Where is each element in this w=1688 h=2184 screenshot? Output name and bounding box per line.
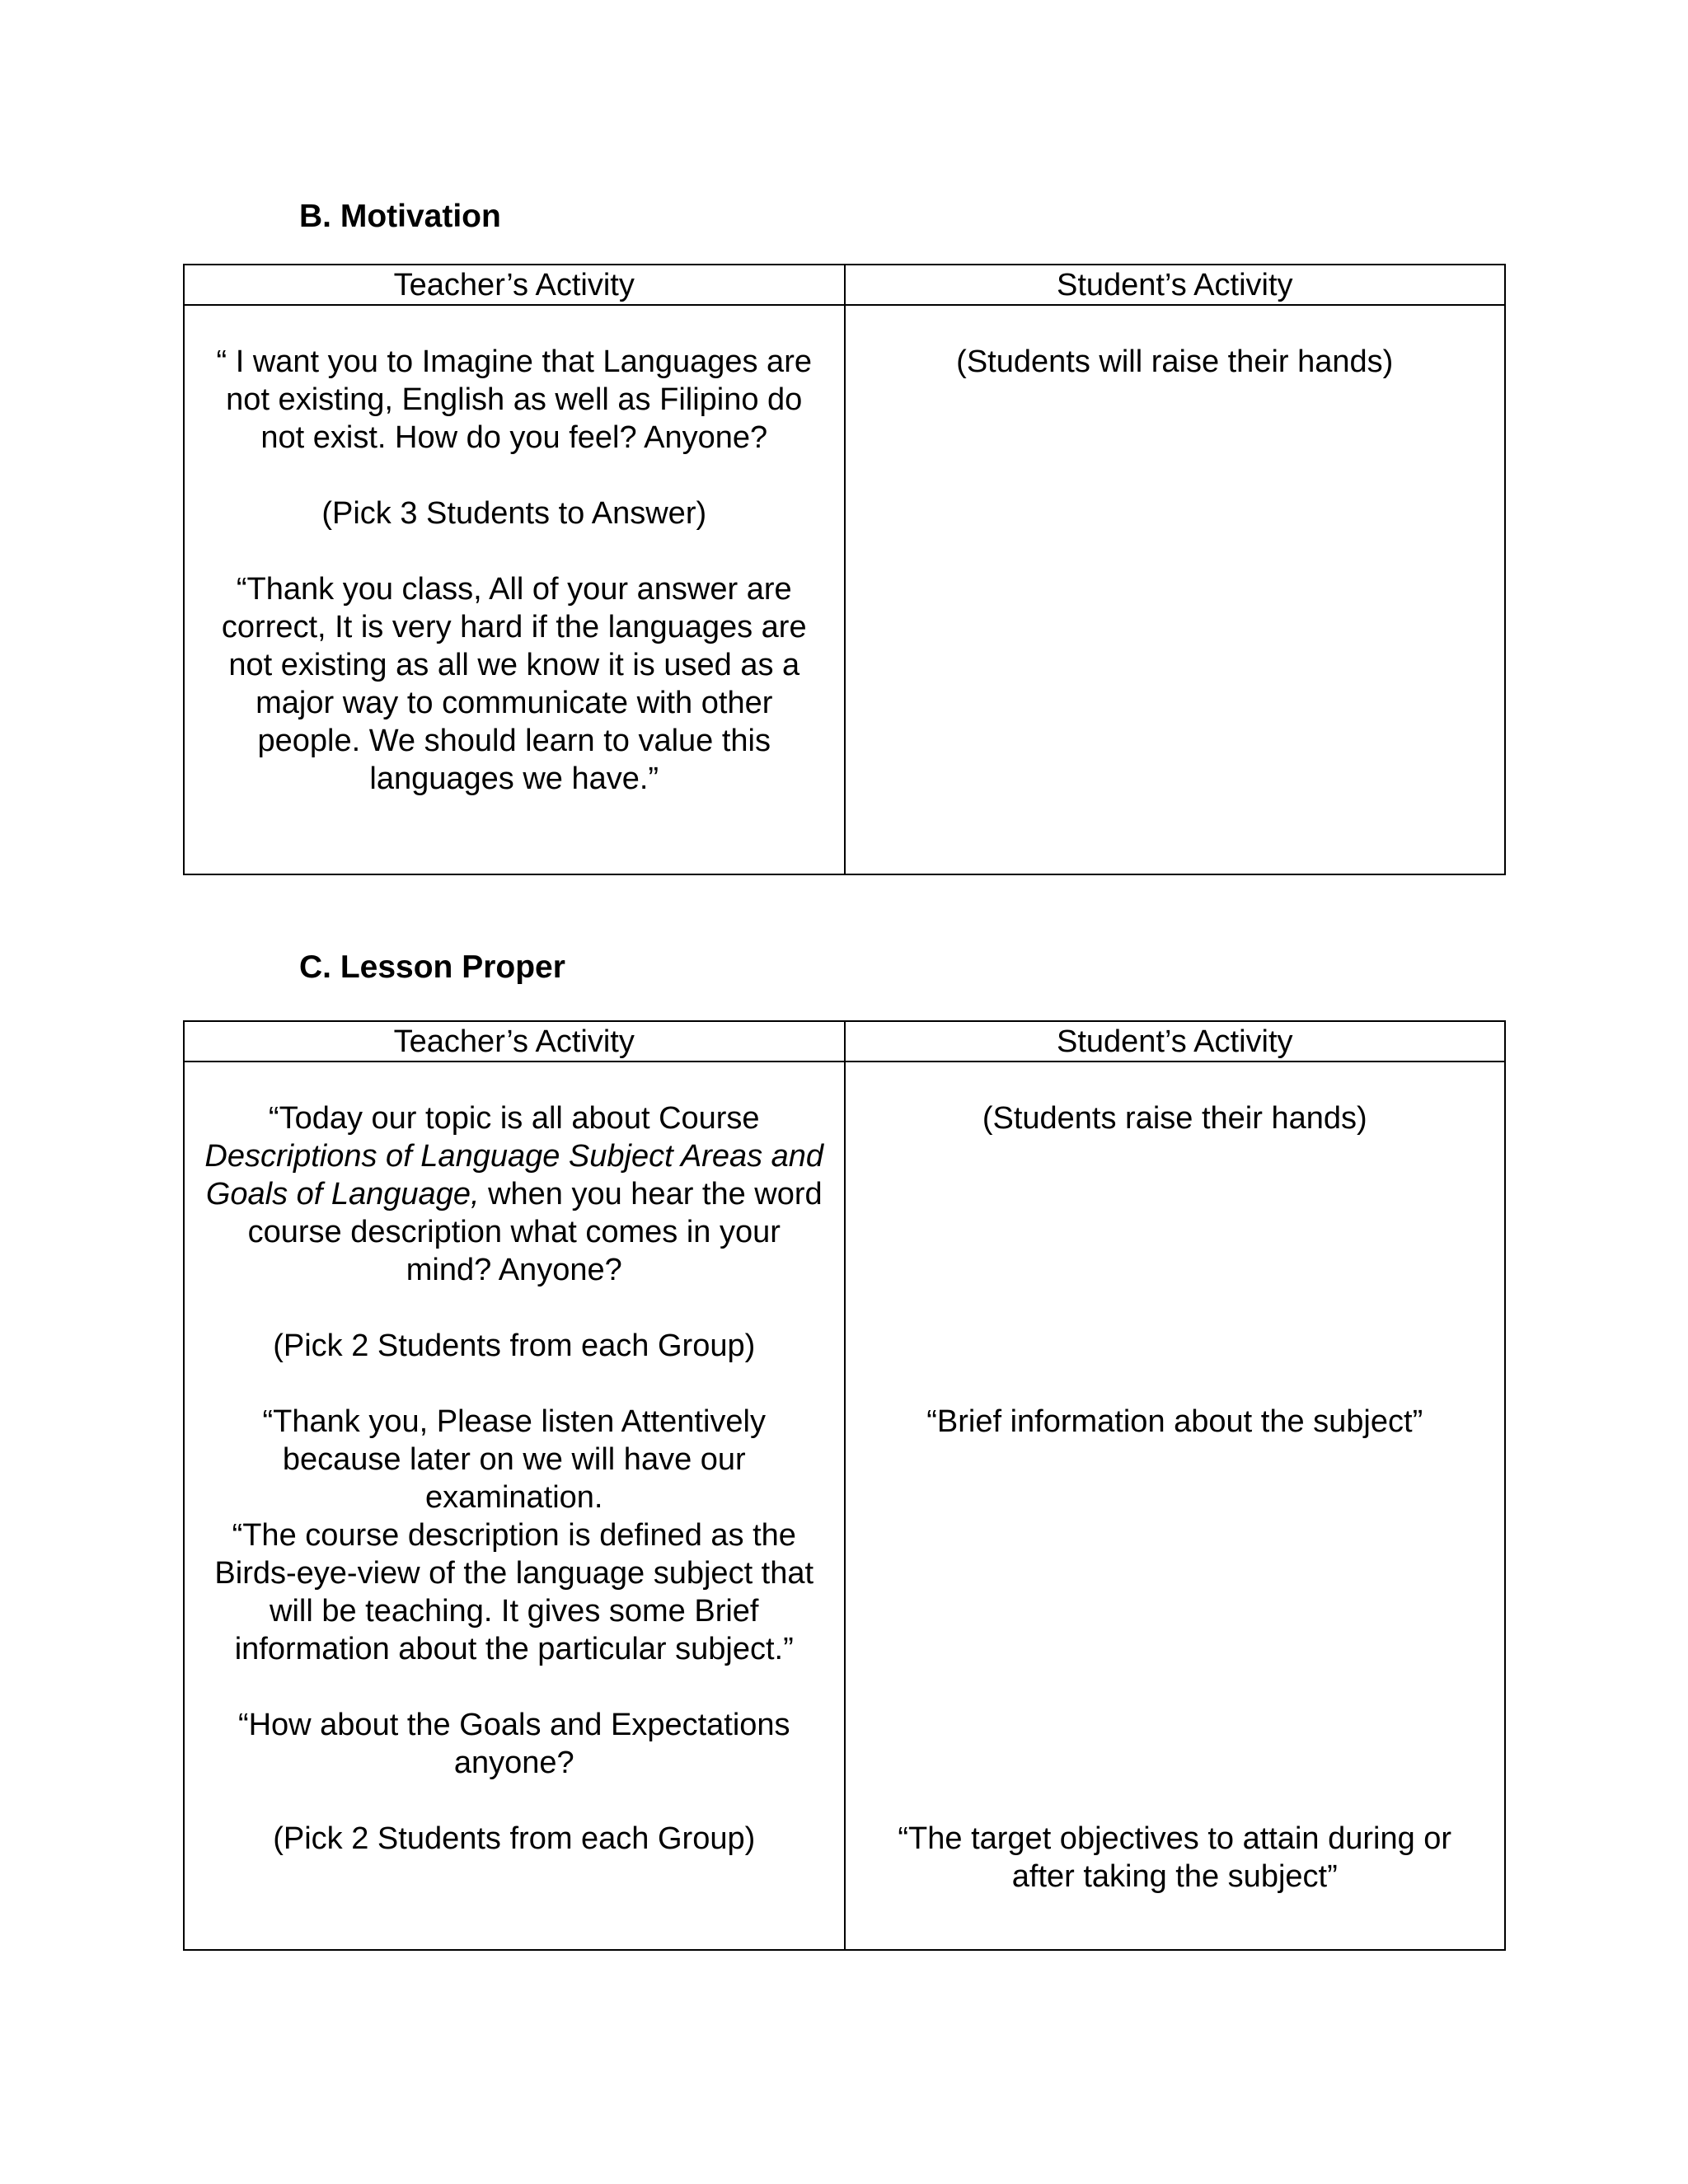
column-header-student: Student’s Activity xyxy=(845,1021,1506,1062)
student-response: (Students raise their hands) xyxy=(982,1101,1367,1136)
teacher-instruction: (Pick 2 Students from each Group) xyxy=(273,1821,756,1856)
teacher-activity-cell xyxy=(184,305,845,874)
teacher-activity-cell xyxy=(184,1062,845,1950)
column-header-teacher: Teacher’s Activity xyxy=(184,1021,845,1062)
teacher-definition: “The course description is defined as the Birds-eye-view of the language subject that will be teaching. It gives some Brief information about the particular subject.” xyxy=(214,1518,814,1666)
table-header-row xyxy=(184,1021,1505,1062)
student-activity-cell xyxy=(845,1062,1506,1950)
topic-intro-italic: Descriptions of Language Subject Areas and Goals of Language, xyxy=(204,1139,824,1212)
teacher-instruction: (Pick 2 Students from each Group) xyxy=(273,1329,756,1363)
motivation-table xyxy=(183,264,1506,875)
topic-intro-start: “Today our topic is all about Course xyxy=(268,1101,760,1136)
column-header-teacher: Teacher’s Activity xyxy=(184,265,845,305)
teacher-question: “How about the Goals and Expectations anyone? xyxy=(237,1708,790,1780)
teacher-instruction: (Pick 3 Students to Answer) xyxy=(321,496,707,531)
teacher-response: “Thank you, Please listen Attentively because later on we will have our examination. xyxy=(262,1404,766,1515)
teacher-prompt: “ I want you to Imagine that Languages are not existing, English as well as Filipino do not exist. How do you feel? Anyone? xyxy=(216,344,812,455)
table-row xyxy=(184,1062,1505,1950)
section-heading-motivation: B. Motivation xyxy=(299,199,501,234)
teacher-response: “Thank you class, All of your answer are correct, It is very hard if the languages are not existing as all we know it is used as a major way to communicate with other people. We should learn to value this languages we have.” xyxy=(221,572,807,796)
student-response: “The target objectives to attain during or after taking the subject” xyxy=(898,1821,1452,1894)
column-header-student: Student’s Activity xyxy=(845,265,1506,305)
student-response: (Students will raise their hands) xyxy=(956,344,1394,379)
section-heading-lesson-proper: C. Lesson Proper xyxy=(299,949,565,985)
table-row xyxy=(184,305,1505,874)
student-response: “Brief information about the subject” xyxy=(926,1404,1423,1439)
teacher-topic-intro xyxy=(203,1099,826,1289)
student-activity-cell xyxy=(845,305,1506,874)
topic-intro-end: when you hear the word course description what comes in your mind? Anyone? xyxy=(247,1177,823,1287)
table-header-row xyxy=(184,265,1505,305)
lesson-proper-table xyxy=(183,1020,1506,1951)
